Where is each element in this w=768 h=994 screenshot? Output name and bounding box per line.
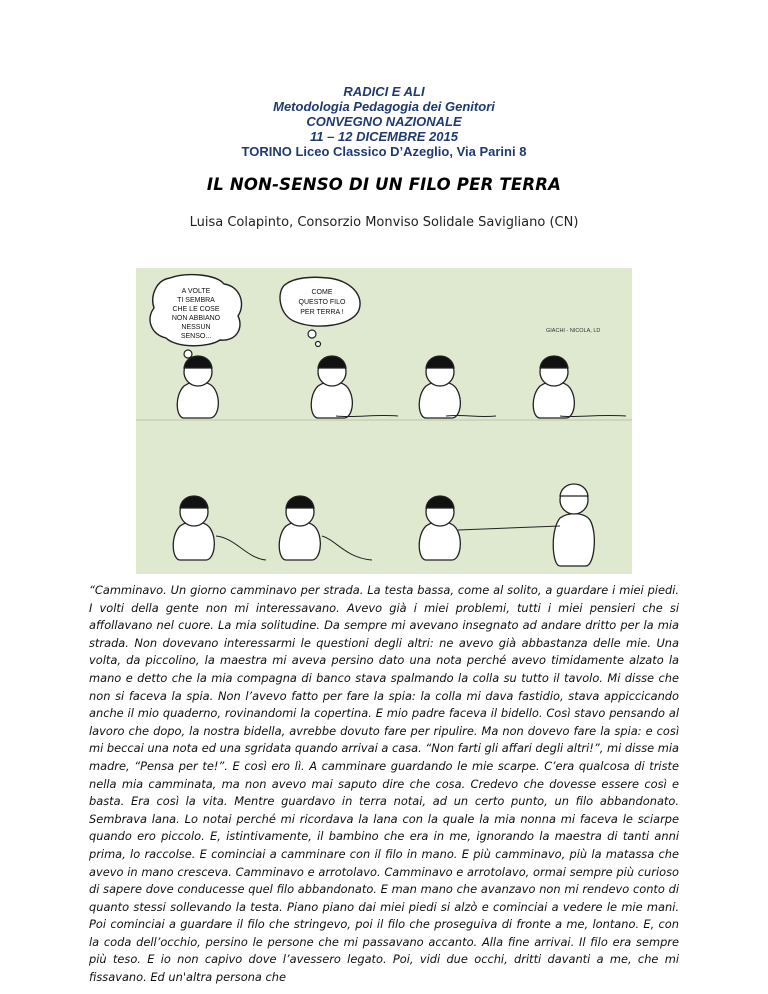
document-title: IL NON-SENSO DI UN FILO PER TERRA — [206, 175, 562, 194]
story-text: “Camminavo. Un giorno camminavo per strada. La testa bassa, come al solito, a guardare i miei piedi. I volti della gente non mi interessavano. Avevo già i miei problemi, tutti i miei pensieri che si affollavano nel cuore. La mia solitudine. Da sempre mi avevano insegnato ad andare dritto per la mia strada. Non dovevano interessarmi le questioni degli altri: ne avevo già abbastanza delle mie. Una volta, da piccolino, la maestra mi aveva persino dato una nota perché avevo timidamente alzato la mano e detto che la mia compagna di banco stava spalmando la colla su tutto il tavolo. Mi disse che non si faceva la spia. Non l’avevo fatto per fare la spia: la colla mi dava fastidio, stava appiccicando anche il mio quaderno, rovinandomi la copertina. E mio padre faceva il bidello. Così stavo pensando al lavoro che dopo, la nostra bidella, avrebbe dovuto fare per ripulire. Ma non dovevo fare la spia: e così mi beccai una nota ed una sgridata quando arrivai a casa. “Non farti gli affari degli altri!”, mi disse mia madre, “Pensa per te!”. E così ero lì. A camminare guardando le mie scarpe. C’era qualcosa di triste nella mia camminata, ma non avevo mai saputo dire che cosa. Credevo che dovesse essere così e basta. Era così la vita. Mentre guardavo in terra notai, ad un certo punto, un filo abbandonato. Sembrava lana. Lo notai perché mi ricordava la lana con la quale la mia nonna mi faceva le sciarpe quando ero piccolo. E, istintivamente, il bambino che era in me, ignorando la maestra di tanti anni prima, lo raccolse. E cominciai a camminare con il filo in mano. E più camminavo, più la matassa che avevo in mano cresceva. Camminavo e arrotolavo. Camminavo e arrotolavo, ormai sempre più curioso di sapere dove conducesse quel filo abbandonato. E man mano che avanzavo non mi rendevo conto di quanto stessi sollevando la testa. Piano piano dai miei piedi si alzò e cominciai a vedere le mie mani. Poi cominciai a guardare il filo che stringevo, poi il filo che proseguiva di fronte a me, lontano. E, con la coda dell’occhio, persino le persone che mi passavano accanto. Alla fine arrivai. Il filo era sempre più teso. E io non capivo dove l’avessero legato. Poi, vidi due occhi, dritti davanti a me, che mi fissavano. Ed un'altra persona che — [89, 583, 679, 985]
bubble1-line-4: NON ABBIANO — [171, 315, 221, 322]
bubble1-line-3: CHE LE COSE — [172, 306, 220, 313]
bubble2-line-1: COME — [311, 289, 333, 296]
comic-illustration — [136, 268, 632, 574]
bubble1-line-5: NESSUN — [181, 324, 211, 331]
bubble2-line-3: PER TERRA ! — [300, 309, 344, 316]
comic-signature: GIACHI - NICOLA, LD — [546, 328, 601, 334]
bubble2-line-2: QUESTO FILO — [298, 299, 346, 306]
bubble1-line-1: A VOLTE — [181, 288, 211, 295]
comic-strip — [136, 268, 632, 574]
header-line-5: TORINO Liceo Classico D’Azeglio, Via Parini 8 — [241, 144, 527, 159]
author-line: Luisa Colapinto, Consorzio Monviso Solidale Savigliano (CN) — [189, 215, 579, 230]
header-line-1: RADICI E ALI — [343, 84, 425, 99]
bubble1-line-6: SENSO... — [180, 333, 212, 340]
conference-header — [0, 84, 768, 159]
header-line-4: 11 – 12 DICEMBRE 2015 — [310, 129, 458, 144]
header-line-2: Metodologia Pedagogia dei Genitori — [273, 99, 495, 114]
bubble1-line-2: TI SEMBRA — [177, 297, 215, 304]
header-line-3: CONVEGNO NAZIONALE — [306, 114, 462, 129]
